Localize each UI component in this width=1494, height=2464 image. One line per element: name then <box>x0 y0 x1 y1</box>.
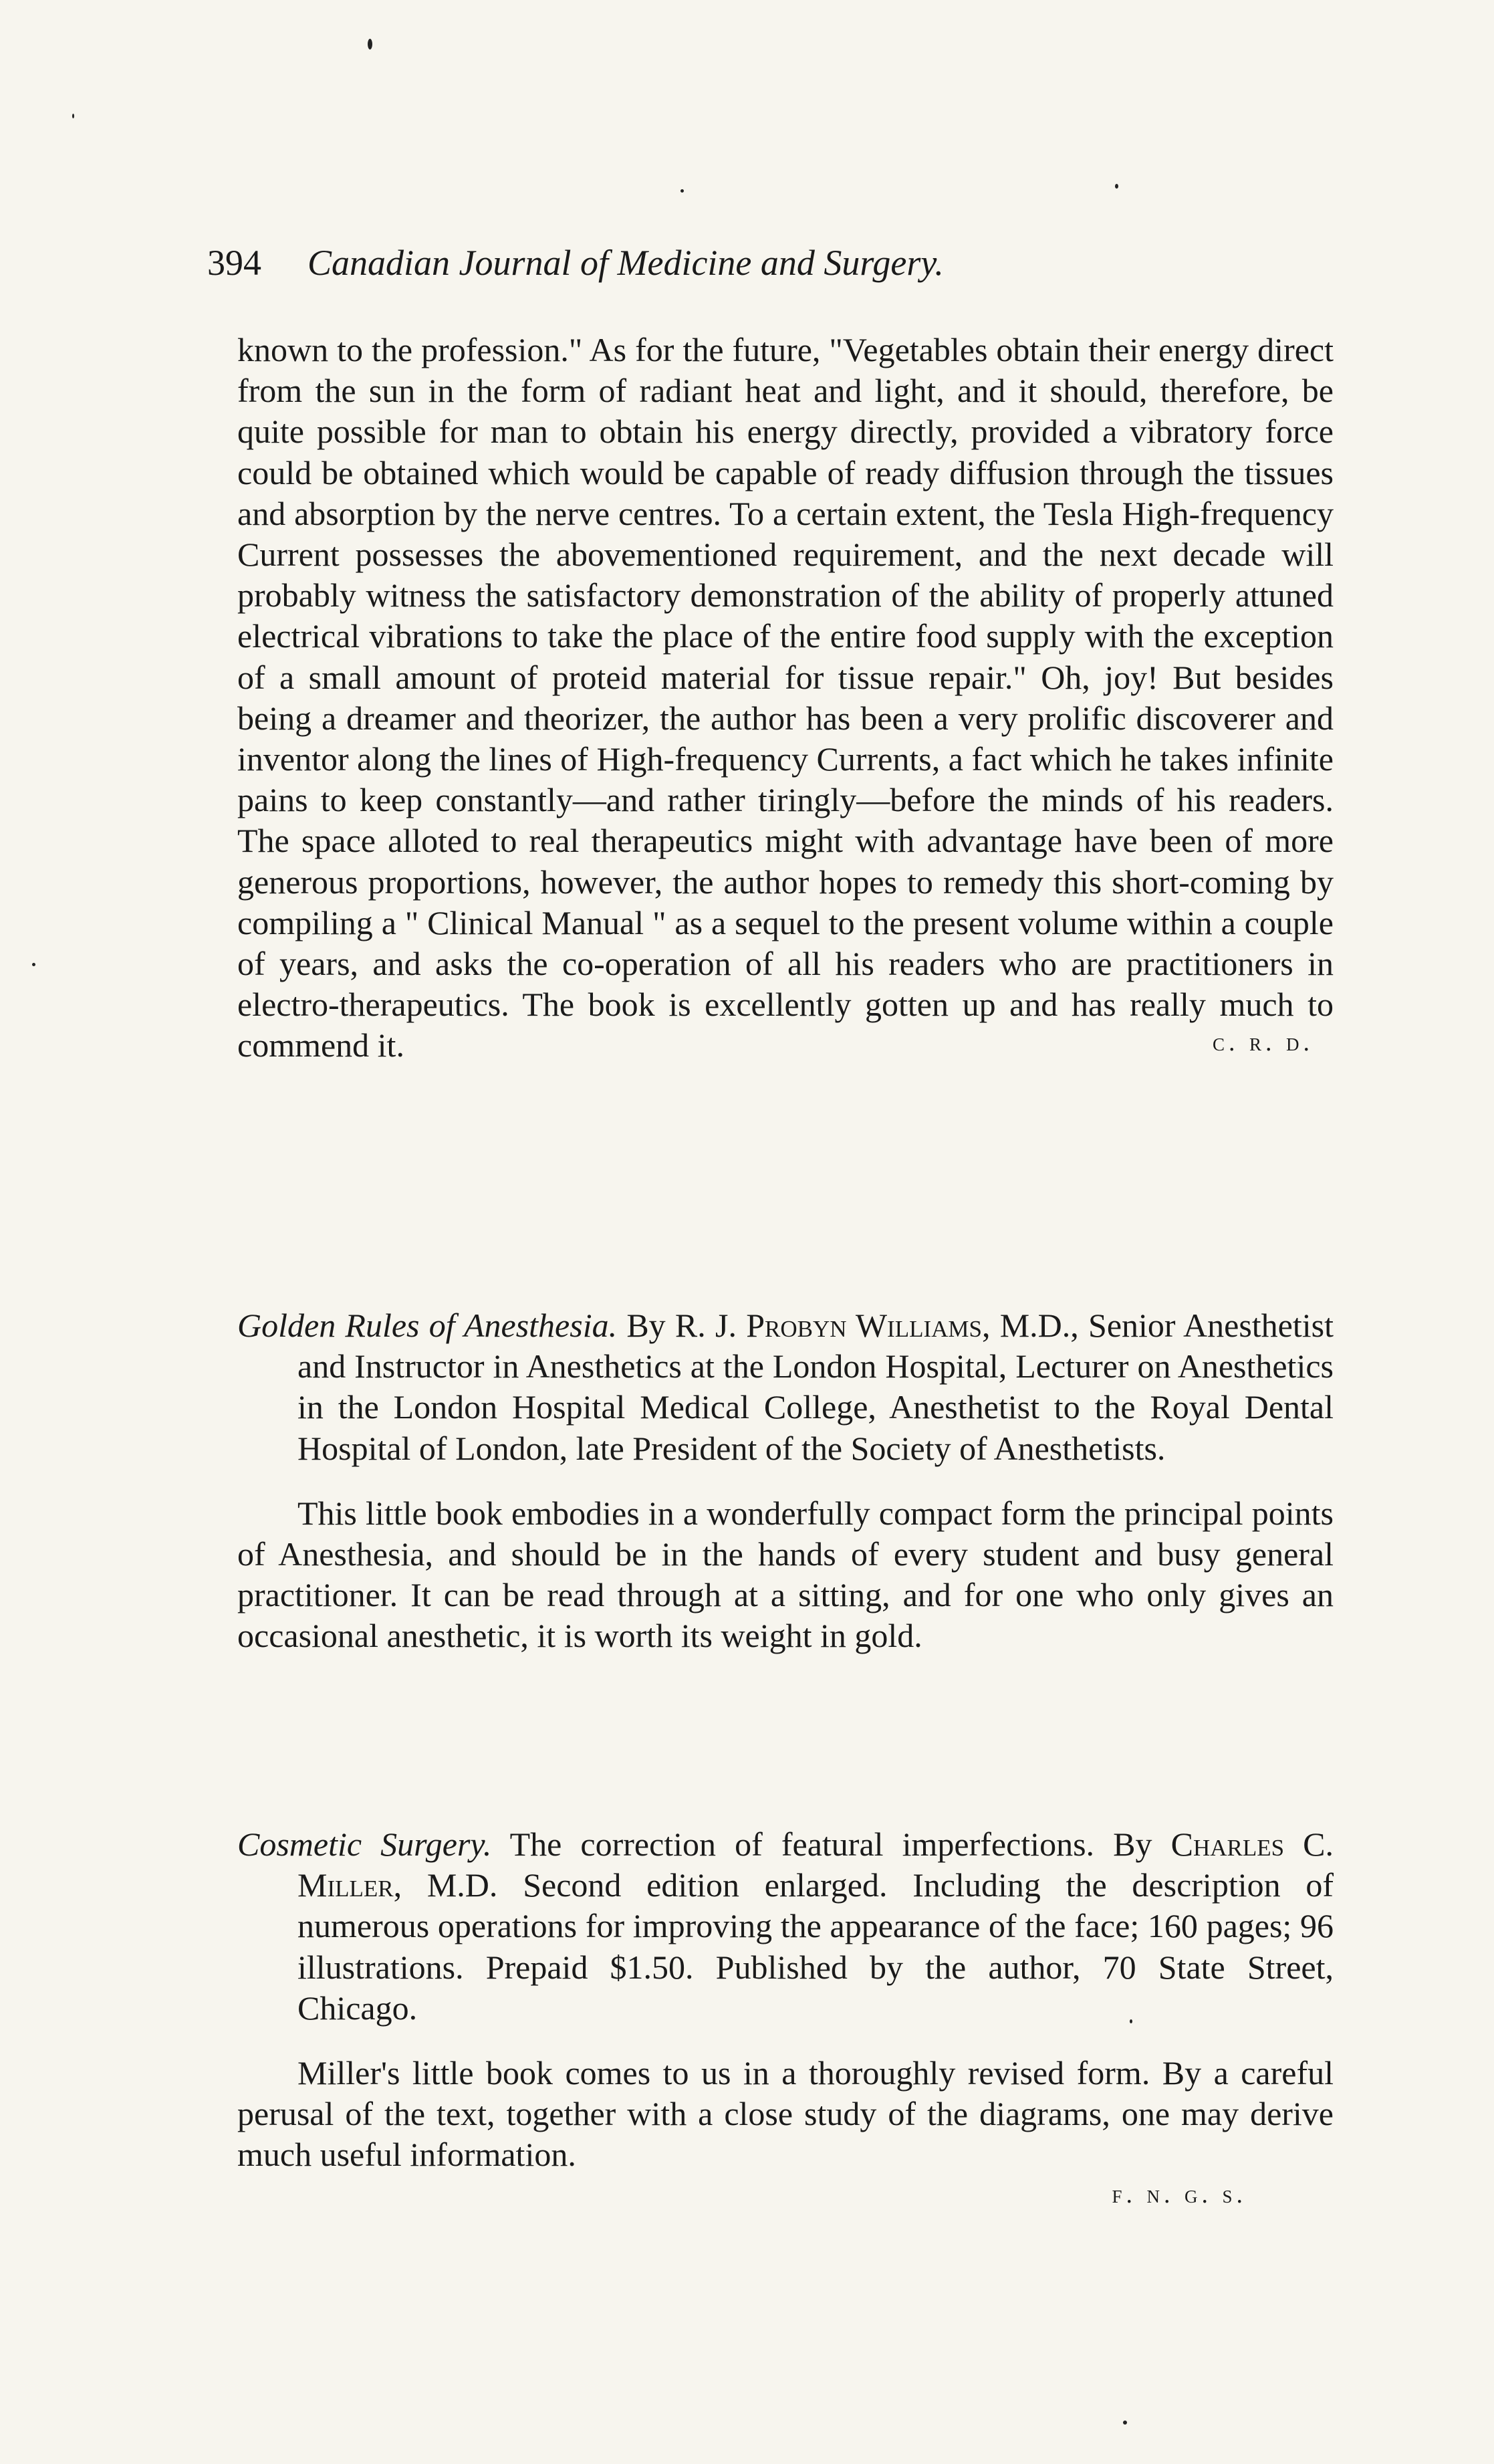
book-author: R. J. Probyn Williams, M.D., <box>674 1307 1079 1344</box>
reviewer-initials: c. r. d. <box>1212 1028 1314 1056</box>
book-details: Second edition enlarged. Including the description of numerous operations for improving the appearance of the face; 160 pages; 96 illustrations. Prepaid $1.50. Published by the author, 70 State Street, Chicago. <box>297 1866 1334 2027</box>
by-word: By <box>626 1307 666 1344</box>
print-speck <box>1115 184 1118 189</box>
book-title: Golden Rules of Anesthesia. <box>237 1307 618 1344</box>
continued-review-text: known to the profession." As for the future, "Vegetables obtain their energy direct from the sun in the form of radiant heat and light, and it should, therefore, be quite possible for man to obtain his energy directly, provided a vibratory force could be obtained which would be capable of ready diffusion through the tissues and absorption by the nerve centres. To a certain extent, the Tesla High-frequency Current possesses the abovementioned requirement, and the next decade will probably witness the satisfactory demonstration of the ability of properly attuned electrical vibrations to take the place of the entire food supply with the exception of a small amount of proteid material for tissue repair." Oh, joy! But besides being a dreamer and theorizer, the author has been a very prolific discoverer and inventor along the lines of High-frequency Currents, a fact which he takes infinite pains to keep constantly—and rather tiringly—before the minds of his readers. The space alloted to real therapeutics might with advantage have been of more generous proportions, however, the author hopes to remedy this short-coming by compiling a " Clinical Manual " as a sequel to the present volume within a couple of years, and asks the co-operation of all his readers who are practitioners in electro-therapeutics. The book is excellently gotten up and has really much to commend it. <box>237 331 1334 1065</box>
print-speck <box>32 963 35 966</box>
print-speck <box>368 39 372 49</box>
book-subtitle: The correction of featural imperfections. <box>509 1825 1095 1863</box>
print-speck <box>1123 2421 1127 2425</box>
book-entry-cosmetic-surgery <box>237 1824 1334 2209</box>
print-speck <box>680 189 684 193</box>
book-title: Cosmetic Surgery. <box>237 1825 492 1863</box>
book-review: Miller's little book comes to us in a thoroughly revised form. By a careful perusal of the text, together with a close study of the diagrams, one may derive much useful information. <box>237 2054 1334 2174</box>
running-header <box>207 239 1250 286</box>
book-review: This little book embodies in a wonderfully compact form the principal points of Anesthesia, and should be in the hands of every student and busy general practitioner. It can be read through at a sitting, and for one who only gives an occasional anesthetic, it is worth its weight in gold. <box>237 1494 1334 1655</box>
bibliographic-entry <box>237 1305 1334 1469</box>
bibliographic-entry <box>237 1824 1334 2029</box>
book-author: Charles C. Miller, M.D. <box>297 1825 1334 1904</box>
author-details: Senior Anesthetist and Instructor in Anesthetics at the London Hospital, Lecturer on Anesthetics in the London Hospital Medical College, Anesthetist to the Royal Dental Hospital of London, late President of the Society of Anesthetists. <box>297 1307 1334 1467</box>
by-word: By <box>1113 1825 1152 1863</box>
book-entry-anesthesia <box>237 1305 1334 1657</box>
page-number: 394 <box>207 243 261 283</box>
reviewer-initials: f. n. g. s. <box>1112 2180 1247 2209</box>
journal-title: Canadian Journal of Medicine and Surgery. <box>307 243 944 283</box>
print-speck <box>72 114 74 118</box>
continuation-block <box>237 330 1334 1065</box>
